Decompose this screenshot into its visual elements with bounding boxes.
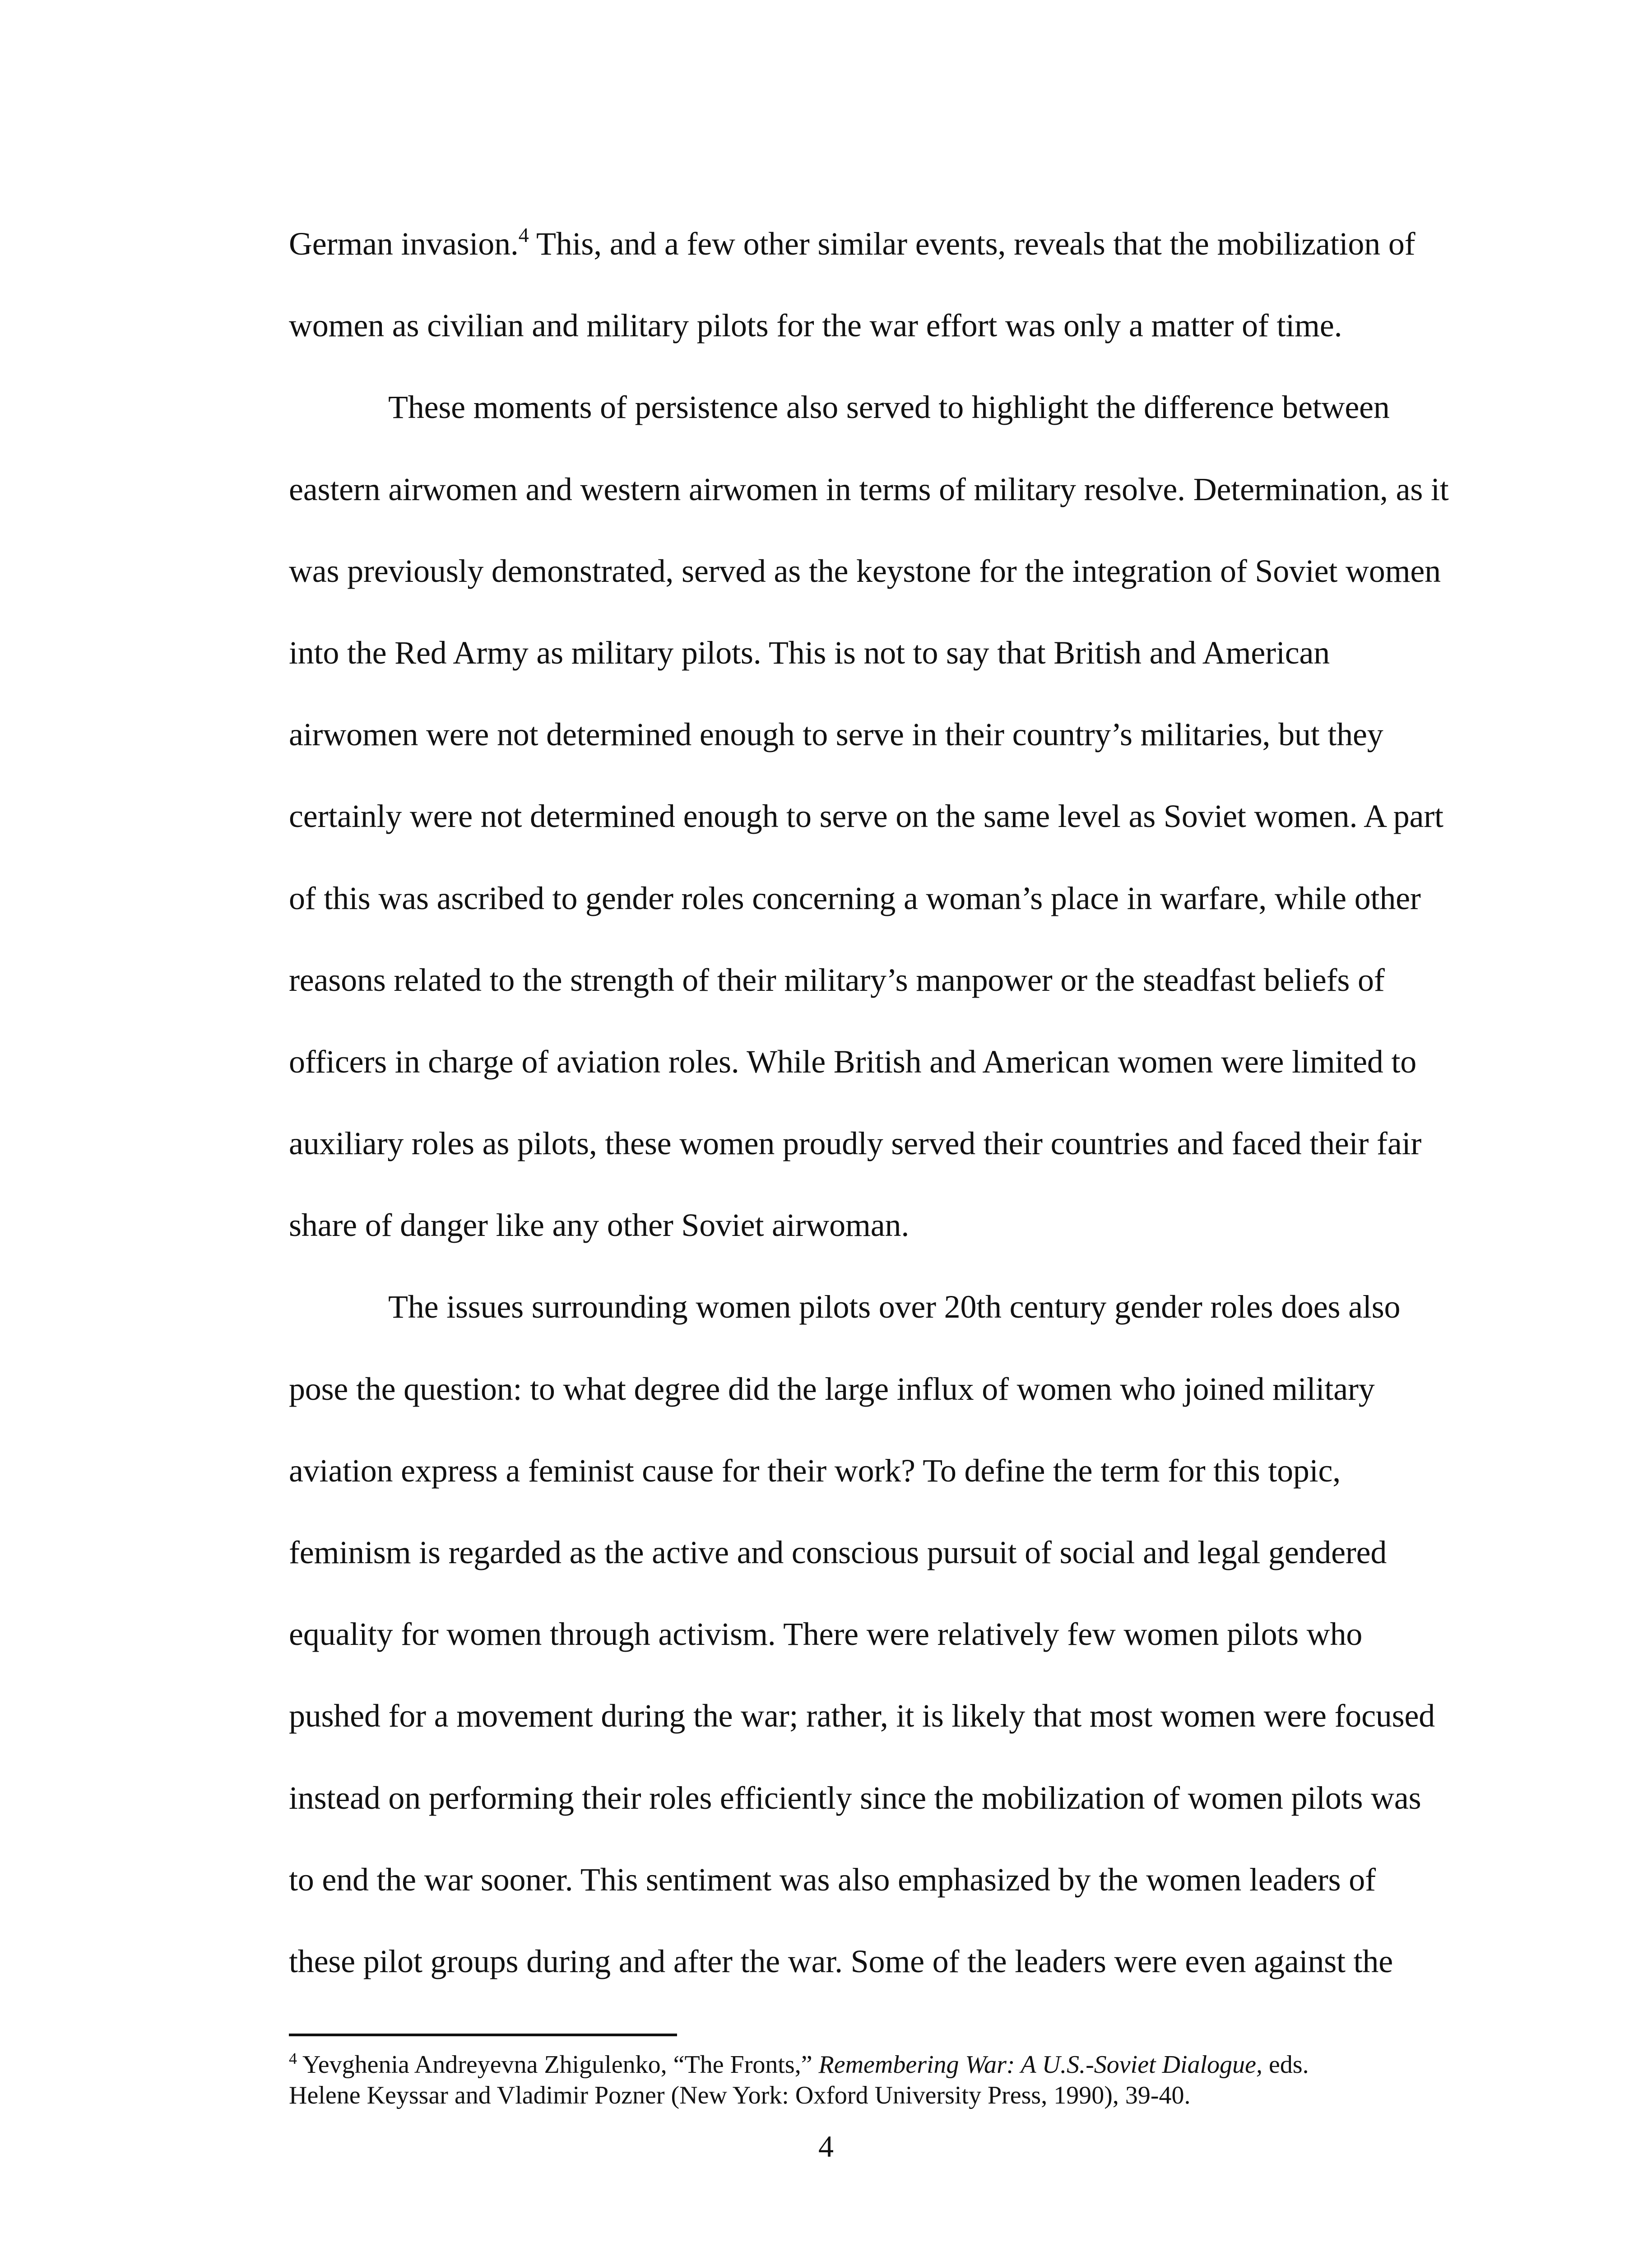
paragraph-first-line: These moments of persistence also served to highlight the difference between: [388, 389, 1390, 426]
text-line: officers in charge of aviation roles. While British and American women were limited to: [289, 1043, 1417, 1080]
text-line: to end the war sooner. This sentiment was also emphasized by the women leaders of: [289, 1861, 1376, 1898]
body-text: [289, 203, 1449, 2002]
text-line: airwomen were not determined enough to serve in their country’s militaries, but they: [289, 716, 1383, 753]
text-fragment: This, and a few other similar events, reveals that the mobilization of: [529, 226, 1415, 262]
text-line: these pilot groups during and after the war. Some of the leaders were even against the: [289, 1943, 1393, 1979]
footnote: [289, 2049, 1462, 2111]
footnote-line: [289, 2049, 1462, 2080]
footnote-text: eds.: [1262, 2051, 1309, 2079]
footnote-number: 4: [289, 2049, 297, 2067]
text-line: share of danger like any other Soviet airwoman.: [289, 1207, 910, 1244]
footnote-line: Helene Keyssar and Vladimir Pozner (New York: Oxford University Press, 1990), 39-40.: [289, 2081, 1191, 2109]
text-line: instead on performing their roles efficiently since the mobilization of women pilots was: [289, 1779, 1421, 1816]
text-line: equality for women through activism. There were relatively few women pilots who: [289, 1616, 1363, 1653]
text-line: pushed for a movement during the war; rather, it is likely that most women were focused: [289, 1698, 1435, 1734]
text-line: reasons related to the strength of their military’s manpower or the steadfast beliefs of: [289, 961, 1385, 998]
text-line: into the Red Army as military pilots. This is not to say that British and American: [289, 634, 1330, 671]
footnote-separator: [289, 2034, 677, 2036]
text-line: aviation express a feminist cause for their work? To define the term for this topic,: [289, 1452, 1341, 1489]
text-line: women as civilian and military pilots for the war effort was only a matter of time.: [289, 307, 1342, 344]
text-line: pose the question: to what degree did the large influx of women who joined military: [289, 1370, 1375, 1407]
text-line: feminism is regarded as the active and conscious pursuit of social and legal gendered: [289, 1534, 1387, 1570]
text-line: certainly were not determined enough to serve on the same level as Soviet women. A part: [289, 798, 1443, 835]
page-number: 4: [818, 2129, 834, 2164]
footnote-text: Yevghenia Andreyevna Zhigulenko, “The Fronts,”: [297, 2051, 819, 2079]
text-line: was previously demonstrated, served as the keystone for the integration of Soviet women: [289, 553, 1441, 589]
text-line: of this was ascribed to gender roles concerning a woman’s place in warfare, while other: [289, 880, 1421, 916]
text-line: auxiliary roles as pilots, these women proudly served their countries and faced their fair: [289, 1125, 1422, 1162]
text-line: eastern airwomen and western airwomen in terms of military resolve. Determination, as it: [289, 471, 1449, 507]
text-line: [289, 203, 1449, 285]
paragraph-first-line: The issues surrounding women pilots over 20th century gender roles does also: [388, 1289, 1401, 1325]
footnote-reference[interactable]: 4: [518, 223, 529, 246]
text-fragment: German invasion.: [289, 226, 519, 262]
footnote-book-title: Remembering War: A U.S.-Soviet Dialogue,: [818, 2051, 1263, 2079]
